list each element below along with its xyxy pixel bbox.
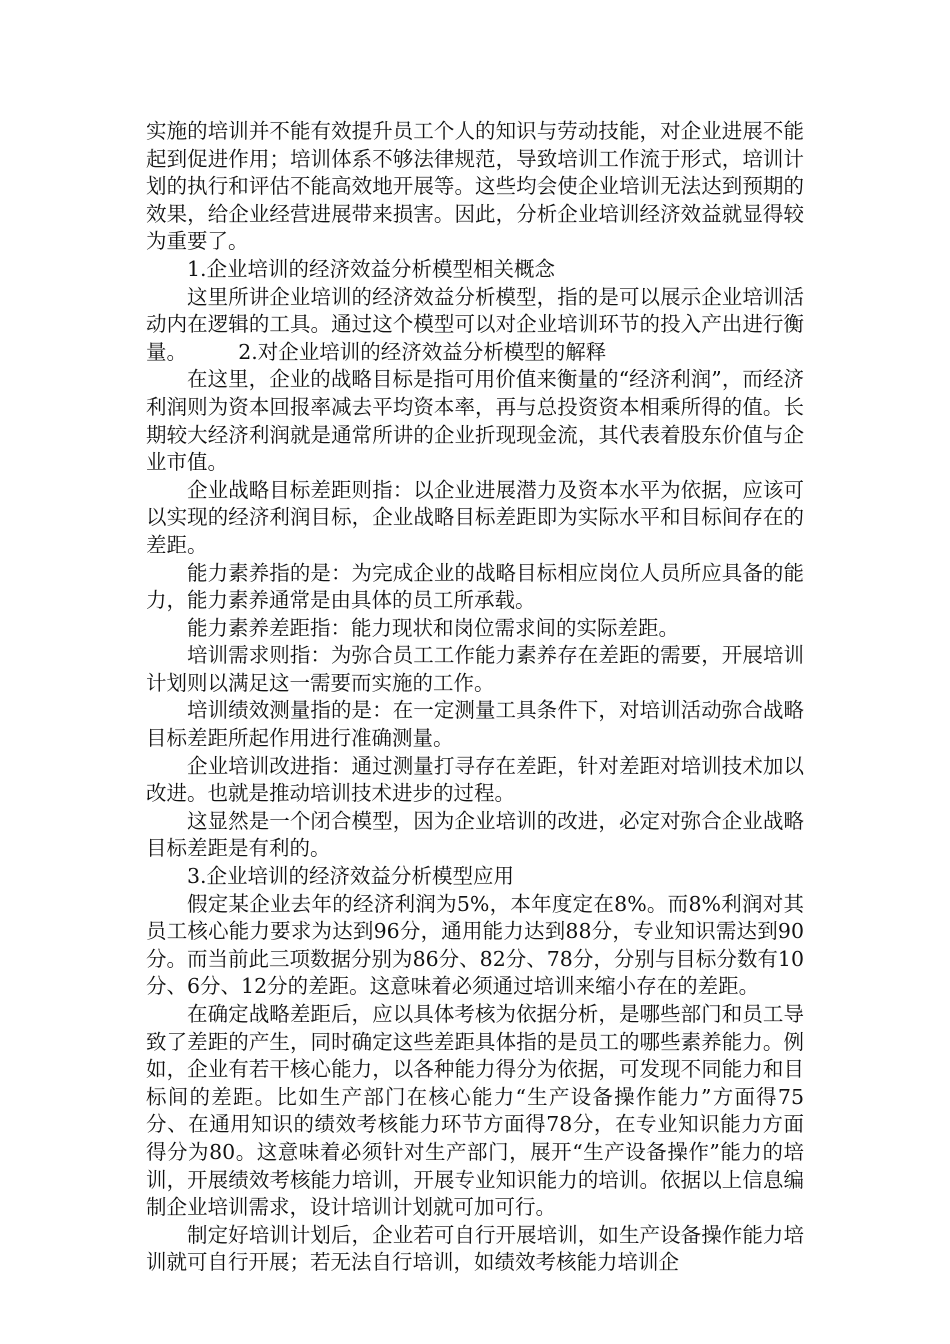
paragraph-1: 实施的培训并不能有效提升员工个人的知识与劳动技能，对企业进展不能起到促进作用；培训体系不够法律规范，导致培训工作流于形式，培训计划的执行和评估不能高效地开展等。这些均会使企业培训无法达到预期的效果，给企业经营进展带来损害。因此，分析企业培训经济效益就显得较为重要了。 [146, 119, 804, 254]
paragraph-9: 企业培训改进指：通过测量打寻存在差距，针对差距对培训技术加以改进。也就是推动培训技术进步的过程。 [146, 753, 804, 806]
paragraph-7: 培训需求则指：为弥合员工工作能力素养存在差距的需要，开展培训计划则以满足这一需要而实施的工作。 [146, 643, 804, 695]
document-page [146, 118, 804, 1277]
paragraph-12: 在确定战略差距后，应以具体考核为依据分析，是哪些部门和员工导致了差距的产生，同时确定这些差距具体指的是员工的哪些素养能力。例如，企业有若干核心能力，以各种能力得分为依据，可发现不同能力和目标间的差距。比如生产部门在核心能力“生产设备操作能力”方面得75分、在通用知识的绩效考核能力环节方面得78分，在专业知识能力方面得分为80。这意味着必须针对生产部门，展开“生产设备操作”能力的培训，开展绩效考核能力培训，开展专业知识能力的培训。依据以上信息编制企业培训需求，设计培训计划就可加可行。 [146, 1002, 804, 1220]
section-heading-1: 1.企业培训的经济效益分析模型相关概念 [187, 256, 556, 281]
paragraph-3: 在这里，企业的战略目标是指可用价值来衡量的“经济利润”，而经济利润则为资本回报率减去平均资本率，再与总投资资本相乘所得的值。长期较大经济利润就是通常所讲的企业折现现金流，其代表着股东价值与企业市值。 [146, 367, 804, 475]
paragraph-8: 培训绩效测量指的是：在一定测量工具条件下，对培训活动弥合战略目标差距所起作用进行准确测量。 [146, 698, 804, 751]
paragraph-13: 制定好培训计划后，企业若可自行开展培训，如生产设备操作能力培训就可自行开展；若无法自行培训，如绩效考核能力培训企 [146, 1222, 804, 1275]
paragraph-10: 这显然是一个闭合模型，因为企业培训的改进，必定对弥合企业战略目标差距是有利的。 [146, 808, 804, 861]
paragraph-11: 假定某企业去年的经济利润为5%，本年度定在8%。而8%利润对其员工核心能力要求为达到96分，通用能力达到88分，专业知识需达到90分。而当前此三项数据分别为86分、82分、78分，分别与目标分数有10分、6分、12分的差距。这意味着必须通过培训来缩小存在的差距。 [146, 891, 804, 999]
paragraph-5: 能力素养指的是：为完成企业的战略目标相应岗位人员所应具备的能力，能力素养通常是由具体的员工所承载。 [146, 560, 804, 613]
paragraph-4: 企业战略目标差距则指：以企业进展潜力及资本水平为依据，应该可以实现的经济利润目标，企业战略目标差距即为实际水平和目标间存在的差距。 [146, 477, 804, 557]
section-heading-3: 3.企业培训的经济效益分析模型应用 [187, 864, 515, 889]
paragraph-2: 这里所讲企业培训的经济效益分析模型，指的是可以展示企业培训活动内在逻辑的工具。通过这个模型可以对企业培训环节的投入产出进行衡量。 2.对企业培训的经济效益分析模型的解释 [146, 284, 804, 364]
paragraph-6: 能力素养差距指：能力现状和岗位需求间的实际差距。 [187, 615, 679, 640]
